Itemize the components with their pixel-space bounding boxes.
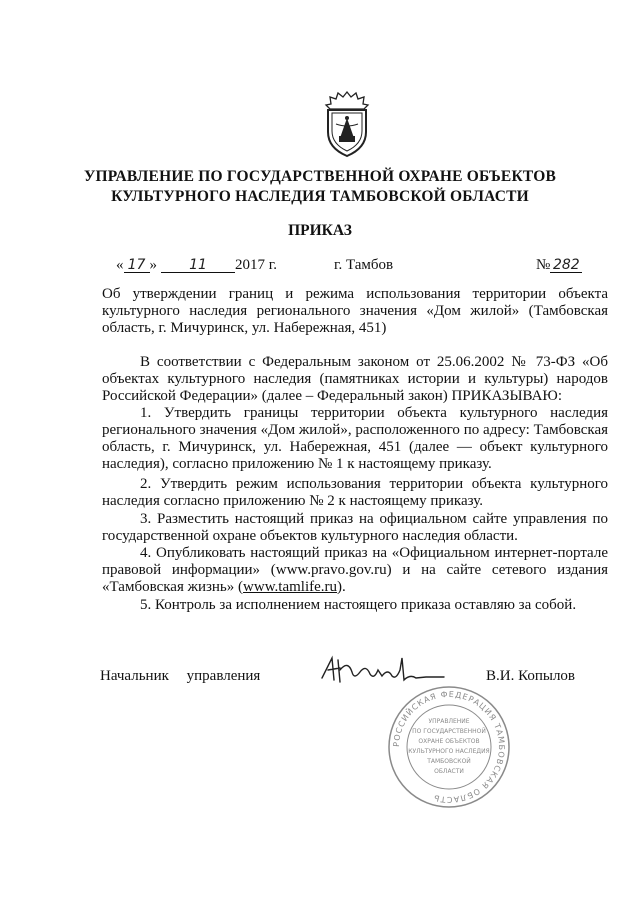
- order-item-3: 3. Разместить настоящий приказ на официальном сайте управления по государственной охране объектов культурного наследия области.: [102, 511, 608, 544]
- tamlife-link[interactable]: www.tamlife.ru: [243, 579, 338, 595]
- order-day: 17: [124, 258, 150, 273]
- order-year: 2017 г.: [235, 257, 277, 273]
- document-type-title: ПРИКАЗ: [288, 222, 352, 239]
- order-item-4: 4. Опубликовать настоящий приказ на «Официальном интернет-портале правовой информации» (www.pravo.gov.ru) и на сайте сетевого издания «Тамбовская жизнь» (www.tamlife.ru).: [102, 545, 608, 595]
- order-item-2: 2. Утвердить режим использования территории объекта культурного наследия согласно приложению № 2 к настоящему приказу.: [102, 476, 608, 509]
- order-item-1: 1. Утвердить границы территории объекта культурного наследия регионального значения «Дом жилой», расположенного по адресу: Тамбовская область, г. Мичуринск, ул. Набережная, 451 (далее — объект культурного наследия), согласно приложению № 1 к настоящему приказу.: [102, 405, 608, 472]
- svg-text:ПО ГОСУДАРСТВЕННОЙ: ПО ГОСУДАРСТВЕННОЙ: [412, 728, 486, 735]
- svg-text:ОБЛАСТИ: ОБЛАСТИ: [434, 768, 464, 775]
- handwritten-signature-icon: [318, 650, 478, 690]
- order-date: « 17 » 11 2017 г.: [116, 257, 277, 273]
- order-subject: Об утверждении границ и режима использования территории объекта культурного наследия регионального значения «Дом жилой» (Тамбовская область, г. Мичуринск, ул. Набережная, 451): [102, 286, 608, 336]
- order-city: г. Тамбов: [334, 257, 394, 273]
- seal-ring-text: РОССИЙСКАЯ ФЕДЕРАЦИЯ ТАМБОВСКАЯ ОБЛАСТЬ: [391, 689, 507, 805]
- svg-text:ОХРАНЕ ОБЪЕКТОВ: ОХРАНЕ ОБЪЕКТОВ: [418, 738, 480, 745]
- org-name-line1: УПРАВЛЕНИЕ ПО ГОСУДАРСТВЕННОЙ ОХРАНЕ ОБЪЕКТОВ: [83, 168, 557, 185]
- signatory-name: В.И. Копылов: [486, 668, 576, 684]
- order-number: № 282: [536, 257, 582, 274]
- official-seal-icon: [386, 685, 512, 809]
- svg-text:УПРАВЛЕНИЕ: УПРАВЛЕНИЕ: [428, 718, 470, 725]
- org-name-line2: КУЛЬТУРНОГО НАСЛЕДИЯ ТАМБОВСКОЙ ОБЛАСТИ: [111, 188, 529, 205]
- preamble-paragraph: В соответствии с Федеральным законом от 25.06.2002 № 73-ФЗ «Об объектах культурного наследия (памятниках истории и культуры) народов Российской Федерации» (далее – Федеральный закон) ПРИКАЗЫВАЮ:: [102, 354, 608, 404]
- signatory-position: Начальник управления: [100, 668, 261, 684]
- svg-text:КУЛЬТУРНОГО НАСЛЕДИЯ: КУЛЬТУРНОГО НАСЛЕДИЯ: [408, 748, 490, 755]
- tambov-coat-of-arms-icon: [318, 88, 376, 160]
- order-item-5: 5. Контроль за исполнением настоящего приказа оставляю за собой.: [140, 597, 577, 613]
- svg-text:ТАМБОВСКОЙ: ТАМБОВСКОЙ: [427, 758, 471, 765]
- svg-text:РОССИЙСКАЯ ФЕДЕРАЦИЯ ТАМБОВСКА: [392, 690, 506, 804]
- order-number-value: 282: [550, 258, 582, 273]
- order-month: 11: [161, 258, 235, 273]
